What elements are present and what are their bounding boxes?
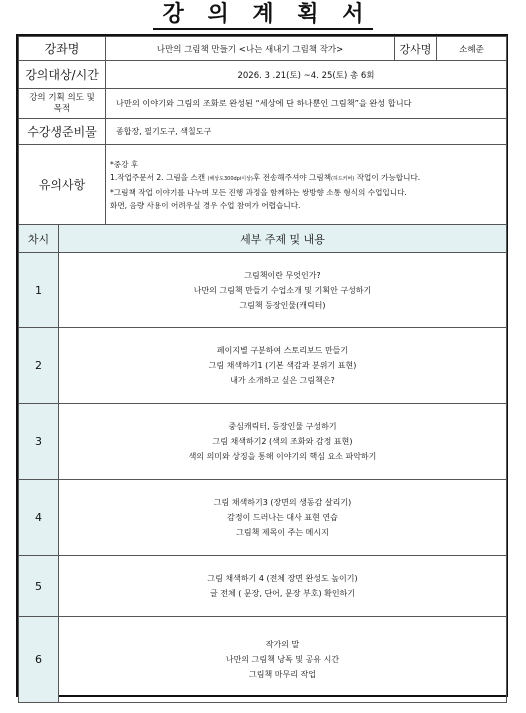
target-label: 강의대상/시간 xyxy=(19,61,106,89)
session-column-header: 차시 xyxy=(19,225,59,253)
session-line: 나만의 그림책 낭독 및 공유 시간 xyxy=(225,655,340,664)
session-line: 색의 의미와 상징을 통해 이야기의 핵심 요소 파악하기 xyxy=(188,452,377,461)
target-value: 2026. 3 .21(토) ~4. 25(토) 총 6회 xyxy=(106,61,507,89)
course-row xyxy=(19,37,507,61)
notes-line-2-b: 후 전송해주셔야 그림책 xyxy=(252,172,332,182)
info-table xyxy=(18,36,507,225)
session-row xyxy=(19,617,507,703)
notes-line-4: 화면, 음량 사용이 어려우실 경우 수업 참여가 어렵습니다. xyxy=(110,200,301,210)
session-line: 감정이 드러나는 대사 표현 연습 xyxy=(227,513,338,522)
session-number: 4 xyxy=(19,480,59,556)
notes-label: 유의사항 xyxy=(19,145,106,225)
session-line: 그림 채색하기1 (기본 색감과 분위기 표현) xyxy=(208,361,357,370)
target-row xyxy=(19,61,507,89)
notes-line-2 xyxy=(110,171,502,186)
instructor-name: 소혜준 xyxy=(437,37,507,61)
session-line: 그림 채색하기2 (색의 조화와 감정 표현) xyxy=(212,437,353,446)
session-line: 내가 소개하고 싶은 그림책은? xyxy=(230,376,335,385)
notes-line-2-c: 작업이 가능합니다. xyxy=(354,172,421,182)
session-line: 나만의 그림책 만들기 수업소개 및 기획안 구성하기 xyxy=(193,285,372,295)
document-title xyxy=(0,0,526,34)
course-label: 강좌명 xyxy=(19,37,106,61)
session-number: 2 xyxy=(19,328,59,404)
session-number: 3 xyxy=(19,404,59,480)
notes-line-2-a: 1.작업주문서 2. 그림을 스캔 xyxy=(110,172,208,182)
session-line: 그림 채색하기 4 (전체 장면 완성도 높이기) xyxy=(207,574,358,583)
instructor-label: 강사명 xyxy=(395,37,437,61)
purpose-label: 강의 기획 의도 및 목적 xyxy=(19,89,106,119)
schedule-table xyxy=(18,224,507,703)
session-row xyxy=(19,404,507,480)
notes-body xyxy=(106,145,507,225)
notes-line-1: *중강 후 xyxy=(110,159,139,169)
session-line: 페이지별 구분하여 스토리보드 만들기 xyxy=(216,346,349,355)
purpose-row xyxy=(19,89,507,119)
schedule-header-row xyxy=(19,225,507,253)
session-line: 중심캐릭터, 등장인물 구성하기 xyxy=(228,422,337,431)
purpose-value: 나만의 이야기와 그림의 조화로 완성된 “세상에 단 하나뿐인 그림책”을 완성 합니다 xyxy=(106,89,507,119)
session-row xyxy=(19,480,507,556)
session-content xyxy=(59,617,507,703)
notes-line-3: *그림책 작업 이야기를 나누며 모든 진행 과정을 함께하는 쌍방향 소통 형식의 수업입니다. xyxy=(110,187,407,197)
session-content xyxy=(59,556,507,617)
session-number: 6 xyxy=(19,617,59,703)
session-number: 5 xyxy=(19,556,59,617)
session-line: 그림책 등장인물(캐릭터) xyxy=(239,300,326,310)
session-line: 그림책 제목이 주는 메시지 xyxy=(236,528,329,537)
session-line: 작가의 말 xyxy=(265,640,300,649)
materials-value: 종합장, 필기도구, 색칠도구 xyxy=(106,119,507,145)
session-row xyxy=(19,556,507,617)
session-line: 그림책 마무리 작업 xyxy=(249,670,316,679)
content-column-header: 세부 주제 및 내용 xyxy=(59,225,507,253)
session-content xyxy=(59,328,507,404)
session-number: 1 xyxy=(19,253,59,328)
session-row xyxy=(19,328,507,404)
materials-label: 수강생준비물 xyxy=(19,119,106,145)
session-content xyxy=(59,480,507,556)
session-line: 글 전체 ( 문장, 단어, 문장 부호) 확인하기 xyxy=(209,589,356,598)
course-name: 나만의 그림책 만들기 <나는 새내기 그림책 작가> xyxy=(106,37,395,61)
session-line: 그림책이란 무엇인가? xyxy=(244,270,321,280)
document-title-text: 강 의 계 획 서 xyxy=(153,1,374,30)
session-content xyxy=(59,404,507,480)
notes-line-2-hardcover: (하드커버) xyxy=(331,175,355,182)
materials-row xyxy=(19,119,507,145)
session-row xyxy=(19,253,507,328)
plan-table-frame xyxy=(16,34,508,697)
session-content xyxy=(59,253,507,328)
session-line: 그림 채색하기3 (장면의 생동감 살리기) xyxy=(213,498,352,507)
notes-line-2-resolution: (해상도300dpi이상) xyxy=(207,175,253,182)
notes-row xyxy=(19,145,507,225)
